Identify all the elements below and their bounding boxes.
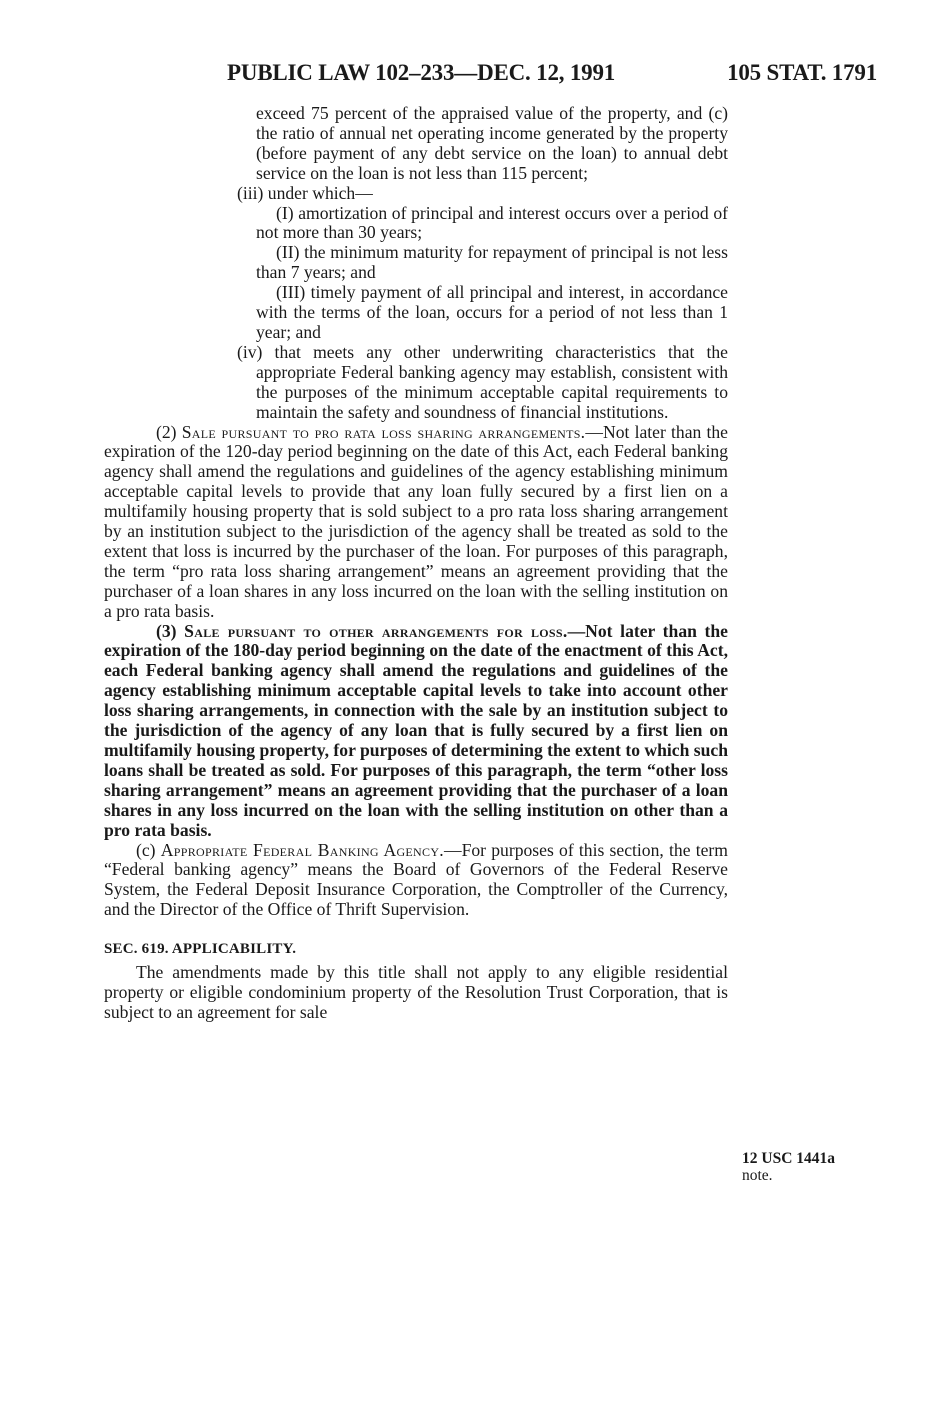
clause-iv-text: (iv) that meets any other underwriting characteristics that the appropriate Federal banking agency may establish, consistent with the purposes of the minimum acceptable capital requirements to maintain the safety and soundness of financial institutions.: [237, 341, 728, 422]
paragraph-3: [104, 622, 728, 841]
subclause-I: (I) amortization of principal and interest occurs over a period of not more than 30 years;: [256, 202, 728, 243]
subclause-III: (III) timely payment of all principal and interest, in accordance with the terms of the loan, occurs for a period of not less than 1 year; and: [256, 282, 728, 342]
subsection-c-heading: Appropriate Federal Banking Agency.: [160, 839, 444, 860]
document-body: [104, 104, 728, 1023]
paragraph-2-number: (2): [156, 421, 177, 442]
clause-ii-continued: exceed 75 percent of the appraised value of the property, and (c) the ratio of annual net operating income generated by the property (before payment of any debt service on the loan) to annual debt service on the loan is not less than 115 percent;: [256, 103, 728, 183]
paragraph-3-heading: Sale pursuant to other arrangements for loss.: [184, 620, 568, 641]
subclause-II: (II) the minimum maturity for repayment of principal is not less than 7 years; and: [256, 242, 728, 283]
subsection-c-letter: (c): [136, 839, 156, 860]
paragraph-3-number: (3): [156, 620, 177, 641]
subsection-c: [104, 841, 728, 921]
subsection-c-text: —For purposes of this section, the term “Federal banking agency” means the Board of Governors of the Federal Reserve System, the Federal Deposit Insurance Corporation, the Comptroller of the Currency, and the Director of the Office of Thrift Supervision.: [104, 839, 728, 920]
page-header: [227, 60, 877, 90]
clause-iii: (iii) under which—: [237, 182, 373, 203]
paragraph-3-text: —Not later than the expiration of the 180-day period beginning on the date of the enactment of this Act, each Federal banking agency shall amend the regulations and guidelines of the agency establishing minimum acceptable capital levels to take into account other loss sharing arrangements, in connection with the sale by an institution subject to the jurisdiction of the agency of any loan that is fully secured by a first lien on multifamily housing property, for purposes of determining the extent to which such loans shall be treated as sold. For purposes of this paragraph, the term “other loss sharing arrangement” means an agreement providing that the purchaser of a loan shares in any loss incurred on the loan with the selling institution on other than a pro rata basis.: [104, 620, 728, 840]
margin-citation-note: note.: [742, 1167, 773, 1184]
section-619-text: The amendments made by this title shall not apply to any eligible residential property or eligible condominium property of the Resolution Trust Corporation, that is subject to an agreement for sale: [104, 962, 728, 1022]
margin-citation: [742, 1150, 835, 1184]
section-619-heading: SEC. 619. APPLICABILITY.: [104, 941, 297, 958]
clause-iv: [104, 343, 728, 423]
paragraph-2-heading: Sale pursuant to pro rata loss sharing arrangements.: [181, 421, 586, 442]
paragraph-2: [104, 423, 728, 622]
margin-citation-usc: 12 USC 1441a: [742, 1150, 836, 1167]
paragraph-2-text: —Not later than the expiration of the 120-day period beginning on the date of this Act, each Federal banking agency shall amend the regulations and guidelines of the agency establishing minimum acceptable capital levels to provide that any loan fully secured by a first lien on a multifamily housing property that is sold subject to a pro rata loss sharing arrangement by an institution subject to the jurisdiction of the agency shall be treated as sold to the extent that loss is incurred by the purchaser of the loan. For purposes of this paragraph, the term “pro rata loss sharing arrangement” means an agreement providing that the purchaser of a loan shares in any loss incurred on the loan with the selling institution on a pro rata basis.: [104, 421, 728, 621]
header-law-date: PUBLIC LAW 102–233—DEC. 12, 1991: [227, 60, 616, 85]
header-stat-page: 105 STAT. 1791: [727, 60, 877, 85]
